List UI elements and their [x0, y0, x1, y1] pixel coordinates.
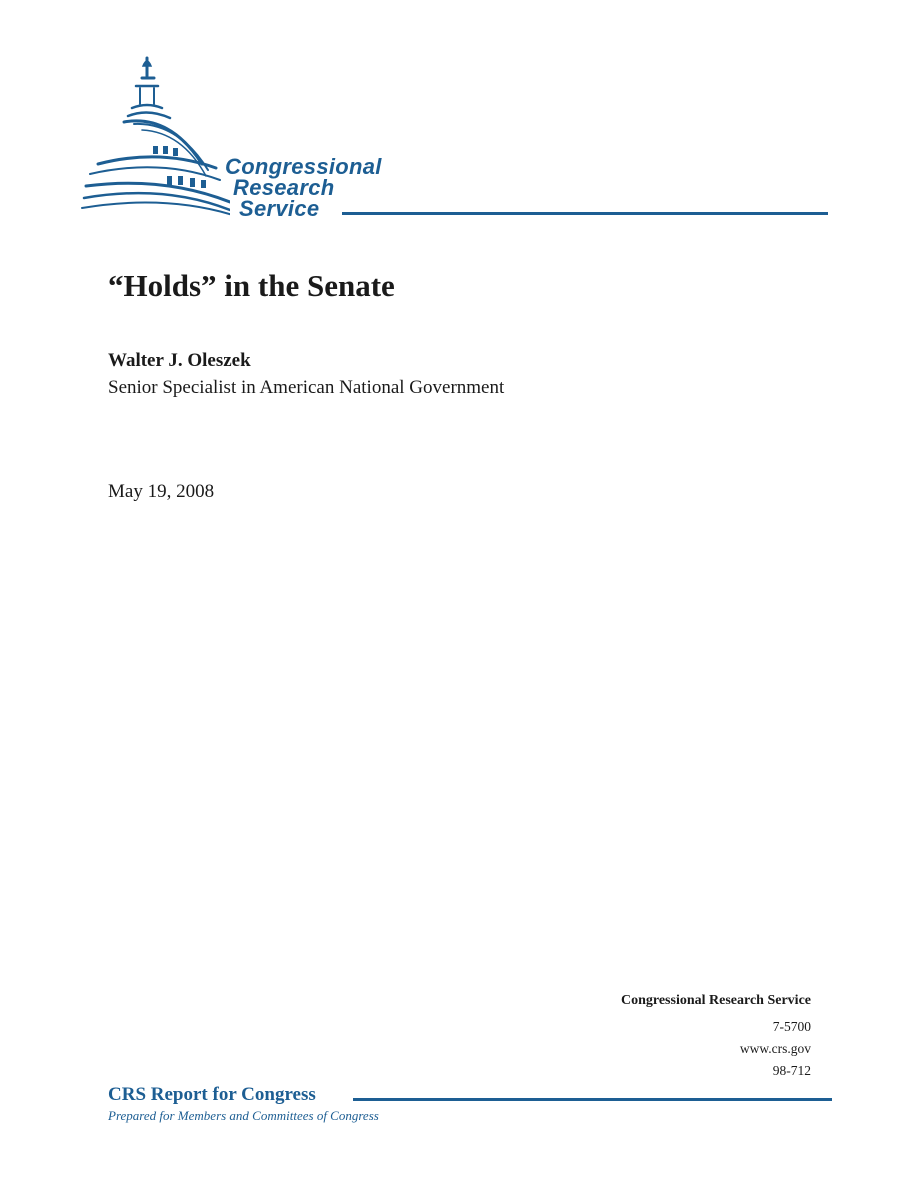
meta-website: www.crs.gov	[739, 1041, 811, 1056]
report-date: May 19, 2008	[108, 481, 215, 502]
logo-wordmark	[225, 156, 382, 219]
meta-code: 7-5700	[772, 1019, 811, 1034]
logo-word-service: Service	[239, 196, 320, 221]
meta-report-number: 98-712	[772, 1063, 811, 1078]
footer-rule	[353, 1098, 832, 1101]
logo-rule	[342, 212, 828, 215]
logo-word-congressional: Congressional	[225, 154, 382, 179]
capitol-dome-icon	[80, 52, 230, 227]
author-name: Walter J. Oleszek	[108, 350, 251, 371]
report-title: “Holds” in the Senate	[108, 268, 395, 303]
author-role: Senior Specialist in American National Government	[108, 377, 505, 398]
crs-logo	[80, 52, 830, 227]
report-meta	[621, 990, 811, 1082]
logo-word-research: Research	[233, 175, 335, 200]
footer-subtitle: Prepared for Members and Committees of Congress	[108, 1108, 379, 1123]
footer-title: CRS Report for Congress	[108, 1084, 320, 1105]
footer	[108, 1084, 832, 1124]
meta-organization: Congressional Research Service	[620, 993, 811, 1008]
